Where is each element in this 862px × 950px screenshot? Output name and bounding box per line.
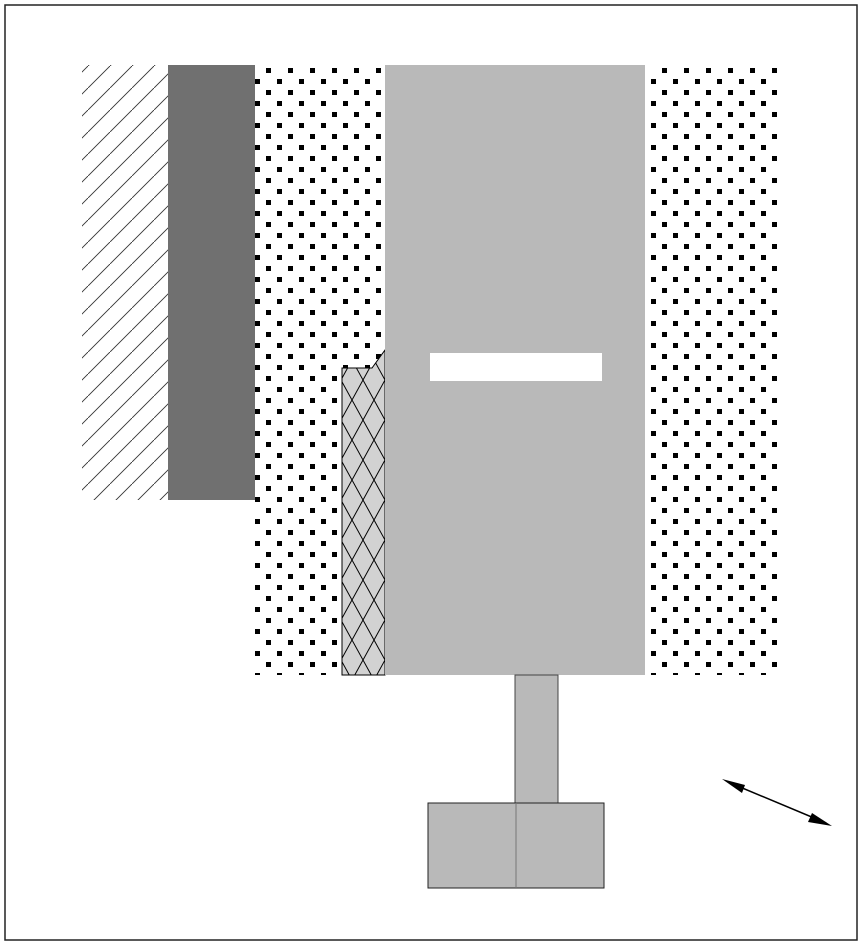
main-label-bg: [430, 353, 602, 381]
zone-eboulis: [82, 65, 168, 500]
zone-couche2: [168, 65, 255, 500]
north-arrow: [722, 779, 832, 826]
zone-couche3-east: [645, 65, 777, 675]
zone-extension2: [515, 675, 558, 803]
zone-couche4: [342, 350, 385, 675]
